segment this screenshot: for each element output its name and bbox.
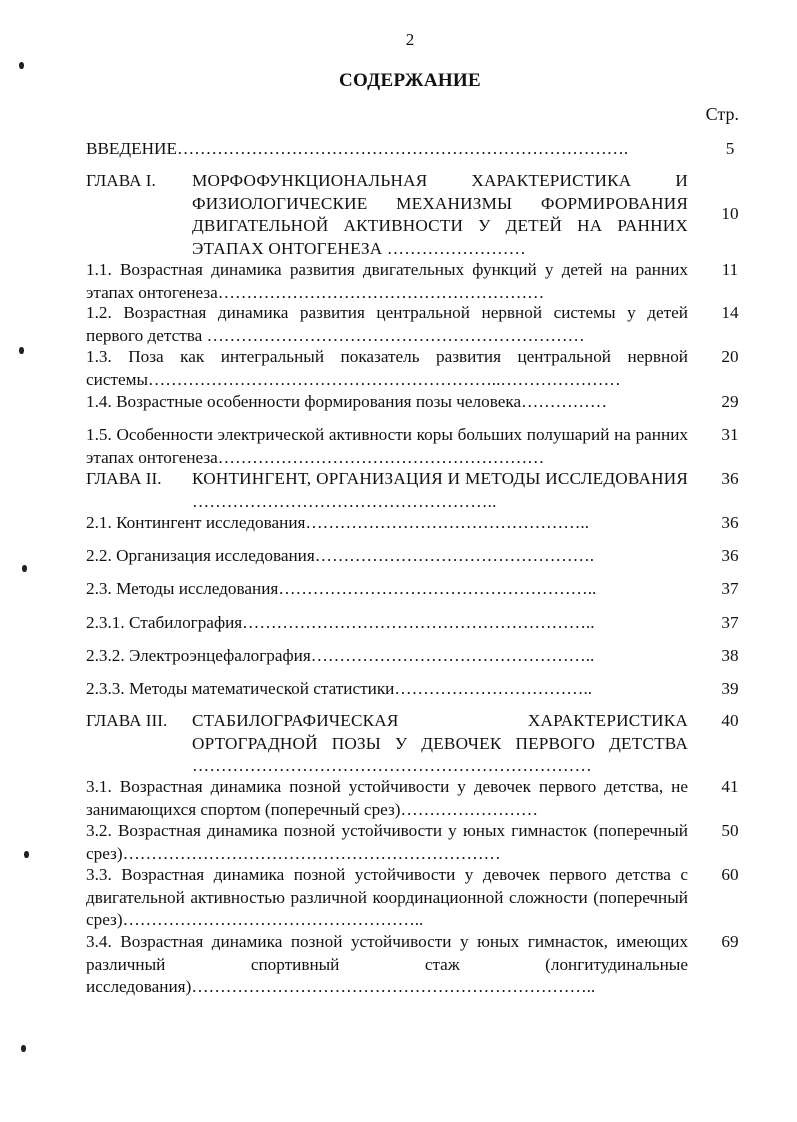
toc-entry-page: 31 xyxy=(721,425,739,444)
toc-entry-2-2[interactable] xyxy=(86,545,739,568)
toc-entry-page: 38 xyxy=(721,646,739,665)
toc-entry-3-4[interactable] xyxy=(86,931,739,999)
toc-chapter-3[interactable] xyxy=(86,710,739,778)
toc-entry-page: 36 xyxy=(721,513,739,532)
toc-chapter-1[interactable] xyxy=(86,170,739,260)
binding-hole-mark xyxy=(24,851,29,858)
toc-entry-1-4[interactable] xyxy=(86,391,739,414)
toc-entry-page: 14 xyxy=(721,303,739,322)
toc-entry-1-5[interactable] xyxy=(86,424,739,469)
binding-hole-mark xyxy=(21,1045,26,1052)
toc-entry-2-3-2[interactable] xyxy=(86,645,739,668)
toc-entry-2-3[interactable] xyxy=(86,578,739,601)
binding-hole-mark xyxy=(19,347,24,354)
toc-entry-text: 3.1. Возрастная динамика позной устойчивости у девочек первого детства, не занимающихся спортом (поперечный срез)…………………… xyxy=(86,777,688,819)
toc-entry-text: 2.3. Методы исследования……………………………………………….. xyxy=(86,579,597,598)
toc-entry-text: 1.4. Возрастные особенности формирования позы человека…………… xyxy=(86,392,608,411)
toc-entry-page: 36 xyxy=(721,546,739,565)
toc-entry-page: 5 xyxy=(725,139,735,158)
toc-entry-page: 39 xyxy=(721,679,739,698)
toc-entry-text: 1.1. Возрастная динамика развития двигательных функций у детей на ранних этапах онтогенеза………………………………………………… xyxy=(86,260,688,302)
toc-entry-text: 3.4. Возрастная динамика позной устойчивости у юных гимнасток, имеющих различный спортивный стаж (лонгитудинальные исследования)…………………………………………………………….. xyxy=(86,932,688,996)
toc-entry-2-3-1[interactable] xyxy=(86,612,739,635)
toc-entry-page: 40 xyxy=(721,711,739,730)
toc-entry-text: КОНТИНГЕНТ, ОРГАНИЗАЦИЯ И МЕТОДЫ ИССЛЕДОВАНИЯ …………………………………………….. xyxy=(192,469,688,511)
toc-entry-text: МОРФОФУНКЦИОНАЛЬНАЯ ХАРАКТЕРИСТИКА И ФИЗИОЛОГИЧЕСКИЕ МЕХАНИЗМЫ ФОРМИРОВАНИЯ ДВИГАТЕЛЬНОЙ АКТИВНОСТИ У ДЕТЕЙ НА РАННИХ ЭТАПАХ ОНТОГЕНЕЗА …………………… xyxy=(192,171,688,258)
toc-entry-text: 1.5. Особенности электрической активности коры больших полушарий на ранних этапах онтогенеза………………………………………………… xyxy=(86,425,688,467)
toc-entry-page: 41 xyxy=(721,777,739,796)
toc-entry-page: 50 xyxy=(721,821,739,840)
toc-chapter-2[interactable] xyxy=(86,468,739,513)
toc-entry-1-3[interactable] xyxy=(86,346,739,391)
chapter-label: ГЛАВА III. xyxy=(86,711,168,730)
toc-entry-page: 29 xyxy=(721,392,739,411)
toc-entry-text: 1.2. Возрастная динамика развития центральной нервной системы у детей первого детства ………………………………………………………… xyxy=(86,303,688,345)
toc-entry-text: 3.3. Возрастная динамика позной устойчивости у девочек первого детства с двигательной активностью различной координационной сложности (поперечный срез)…………………………………………….. xyxy=(86,865,688,929)
toc-entry-text: 2.1. Контингент исследования………………………………………….. xyxy=(86,513,590,532)
toc-entry-1-2[interactable] xyxy=(86,302,739,347)
toc-entry-text: 2.3.3. Методы математической статистики…………………………….. xyxy=(86,679,593,698)
toc-entry-page: 11 xyxy=(721,260,739,279)
toc-entry-3-1[interactable] xyxy=(86,776,739,821)
toc-entry-2-3-3[interactable] xyxy=(86,678,739,701)
toc-entry-page: 69 xyxy=(721,932,739,951)
page-number: 2 xyxy=(405,30,415,49)
toc-entry-text: 2.3.1. Стабилография…………………………………………………….. xyxy=(86,613,595,632)
toc-entry-text: СТАБИЛОГРАФИЧЕСКАЯ ХАРАКТЕРИСТИКА ОРТОГРАДНОЙ ПОЗЫ У ДЕВОЧЕК ПЕРВОГО ДЕТСТВА …………………………………………………………… xyxy=(192,711,688,775)
toc-entry-text: 1.3. Поза как интегральный показатель развития центральной нервной системы……………………………………………………..………………… xyxy=(86,347,688,389)
toc-entry-text: 3.2. Возрастная динамика позной устойчивости у юных гимнасток (поперечный срез)………………………………………………………… xyxy=(86,821,688,863)
toc-entry-text: 2.2. Организация исследования…………………………………………. xyxy=(86,546,595,565)
binding-hole-mark xyxy=(22,565,27,572)
toc-entry-page: 20 xyxy=(721,347,739,366)
toc-entry-introduction[interactable] xyxy=(86,138,735,161)
toc-entry-3-2[interactable] xyxy=(86,820,739,865)
page-column-header: Стр. xyxy=(705,104,739,124)
toc-entry-text: ВВЕДЕНИЕ……………………………………………………………………. xyxy=(86,139,629,158)
toc-entry-page: 36 xyxy=(721,469,739,488)
toc-entry-page: 60 xyxy=(721,865,739,884)
chapter-label: ГЛАВА II. xyxy=(86,469,162,488)
binding-hole-mark xyxy=(19,62,24,69)
toc-entry-text: 2.3.2. Электроэнцефалография………………………………………….. xyxy=(86,646,595,665)
toc-entry-page: 10 xyxy=(721,204,739,223)
toc-entry-1-1[interactable] xyxy=(86,259,739,304)
toc-entry-2-1[interactable] xyxy=(86,512,739,535)
toc-entry-page: 37 xyxy=(721,579,739,598)
toc-entry-3-3[interactable] xyxy=(86,864,739,932)
chapter-label: ГЛАВА I. xyxy=(86,171,156,190)
page-title: СОДЕРЖАНИЕ xyxy=(339,70,481,91)
toc-entry-page: 37 xyxy=(721,613,739,632)
